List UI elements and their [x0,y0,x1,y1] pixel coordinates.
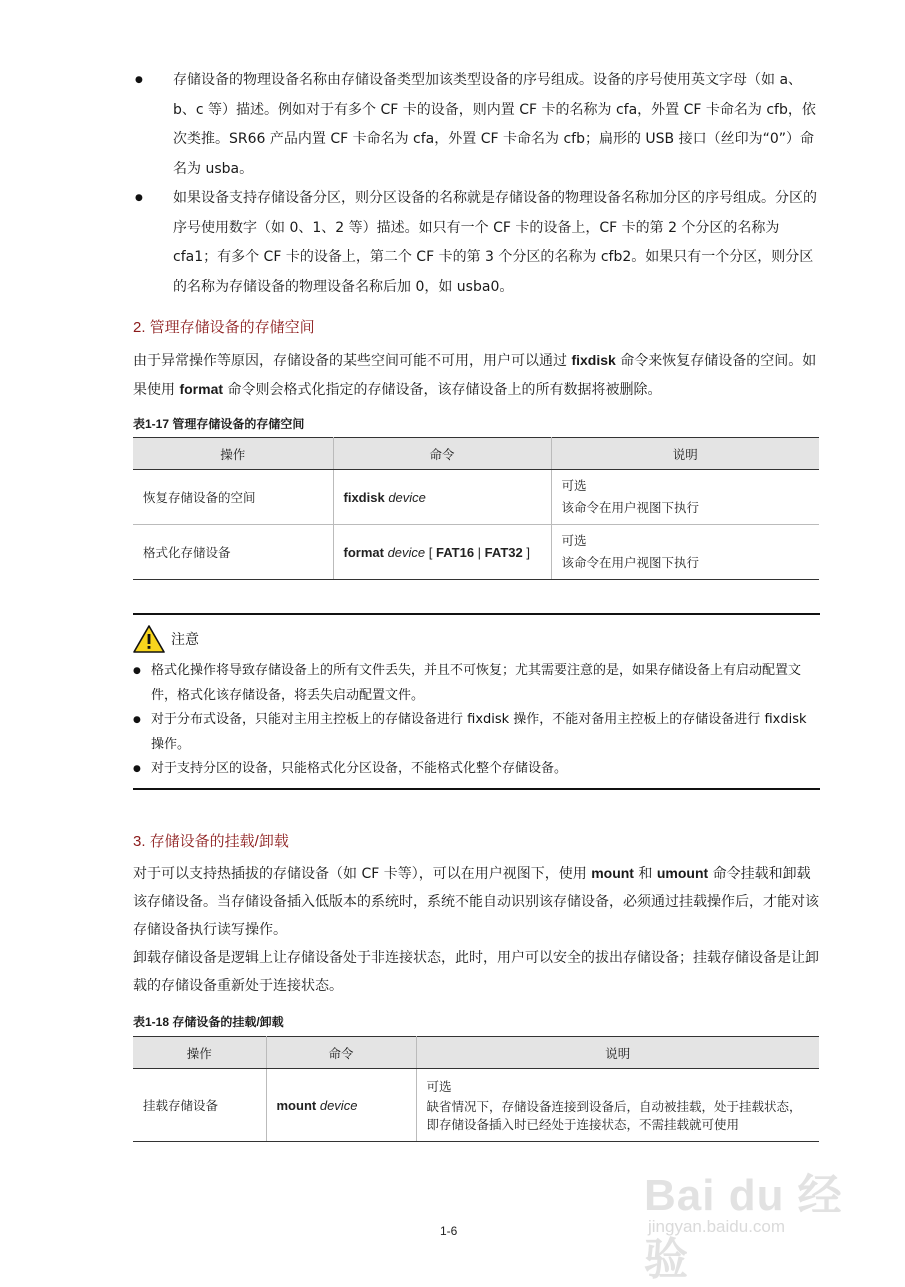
section-paragraph: 对于可以支持热插拔的存储设备（如 CF 卡等），可以在用户视图下，使用 mount 和 umount 命令挂载和卸载该存储设备。当存储设备插入低版本的系统时，系统不能自动识别该存储设备，必须通过挂载操作后，才能对该存储设备执行读写操作。 [133,865,819,938]
intro-bullet-list [133,66,823,302]
caution-list [133,659,820,782]
column-header: 说明 [416,1037,819,1069]
section-paragraph: 卸载存储设备是逻辑上让存储设备处于非连接状态，此时，用户可以安全的拔出存储设备；挂载存储设备是让卸载的存储设备重新处于连接状态。 [133,950,819,994]
command-cell: format device [ FAT16 | FAT32 ] [333,525,551,580]
caution-header [133,623,199,655]
command-cell: fixdisk device [333,470,551,525]
table-header-row [133,438,819,470]
operation-cell: 挂载存储设备 [133,1069,266,1142]
table-row [133,1069,819,1142]
column-header: 操作 [133,438,333,470]
caution-item: ● 对于支持分区的设备，只能格式化分区设备，不能格式化整个存储设备。 [133,757,820,782]
mount-table [133,1036,819,1142]
command-cell: mount device [266,1069,416,1142]
warning-icon [133,625,165,653]
table-row [133,525,819,580]
intro-bullet-item: ● 存储设备的物理设备名称由存储设备类型加该类型设备的序号组成。设备的序号使用英文字母（如 a、b、c 等）描述。例如对于有多个 CF 卡的设备，则内置 CF 卡的名称为 cfa，外置 CF 卡命名为 cfb，依次类推。SR66 产品内置 CF 卡命名为 cfa，外置 CF 卡命名为 cfb；扁形的 USB 接口（丝印为“0”）命名为 usba。 [133,66,823,184]
operation-cell: 格式化存储设备 [133,525,333,580]
description-cell: 可选 该命令在用户视图下执行 [551,470,819,525]
watermark-brand: Bai du 经验 [644,1171,843,1284]
column-header: 说明 [551,438,819,470]
section-heading: 3. 存储设备的挂载/卸载 [133,833,289,850]
column-header: 命令 [266,1037,416,1069]
watermark-url: jingyan.baidu.com [648,1217,786,1236]
section-heading: 2. 管理存储设备的存储空间 [133,319,315,336]
column-header: 操作 [133,1037,266,1069]
caution-box [133,613,820,790]
description-cell: 可选 该命令在用户视图下执行 [551,525,819,580]
operation-cell: 恢复存储设备的空间 [133,470,333,525]
caution-title: 注意 [171,632,199,648]
column-header: 命令 [333,438,551,470]
section-paragraph: 由于异常操作等原因，存储设备的某些空间可能不可用，用户可以通过 fixdisk 命令来恢复存储设备的空间。如果使用 format 命令则会格式化指定的存储设备，该存储设备上的所有数据将被删除。 [133,352,817,398]
baidu-jingyan-watermark [644,1147,864,1284]
page-number: 1-6 [440,1224,458,1238]
table-header-row [133,1037,819,1069]
table-caption: 表1-18 存储设备的挂载/卸载 [133,1015,284,1029]
caution-item: ● 格式化操作将导致存储设备上的所有文件丢失，并且不可恢复；尤其需要注意的是，如果存储设备上有启动配置文件，格式化该存储设备，将丢失启动配置文件。 [133,659,820,708]
table-row [133,470,819,525]
table-caption: 表1-17 管理存储设备的存储空间 [133,417,305,431]
storage-space-table [133,437,819,580]
caution-item: ● 对于分布式设备，只能对主用主控板上的存储设备进行 fixdisk 操作，不能对备用主控板上的存储设备进行 fixdisk 操作。 [133,708,820,757]
intro-bullet-item: ● 如果设备支持存储设备分区，则分区设备的名称就是存储设备的物理设备名称加分区的序号组成。分区的序号使用数字（如 0、1、2 等）描述。如只有一个 CF 卡的设备上，CF 卡的第 2 个分区的名称为 cfa1；有多个 CF 卡的设备上，第二个 CF 卡的第 3 个分区的名称为 cfb2。如果只有一个分区，则分区的名称为存储设备的物理设备名称后加 0，如 usba0。 [133,184,823,302]
description-cell: 可选 缺省情况下，存储设备连接到设备后，自动被挂载，处于挂载状态，即存储设备插入时已经处于连接状态，不需挂载就可使用 [416,1069,819,1142]
